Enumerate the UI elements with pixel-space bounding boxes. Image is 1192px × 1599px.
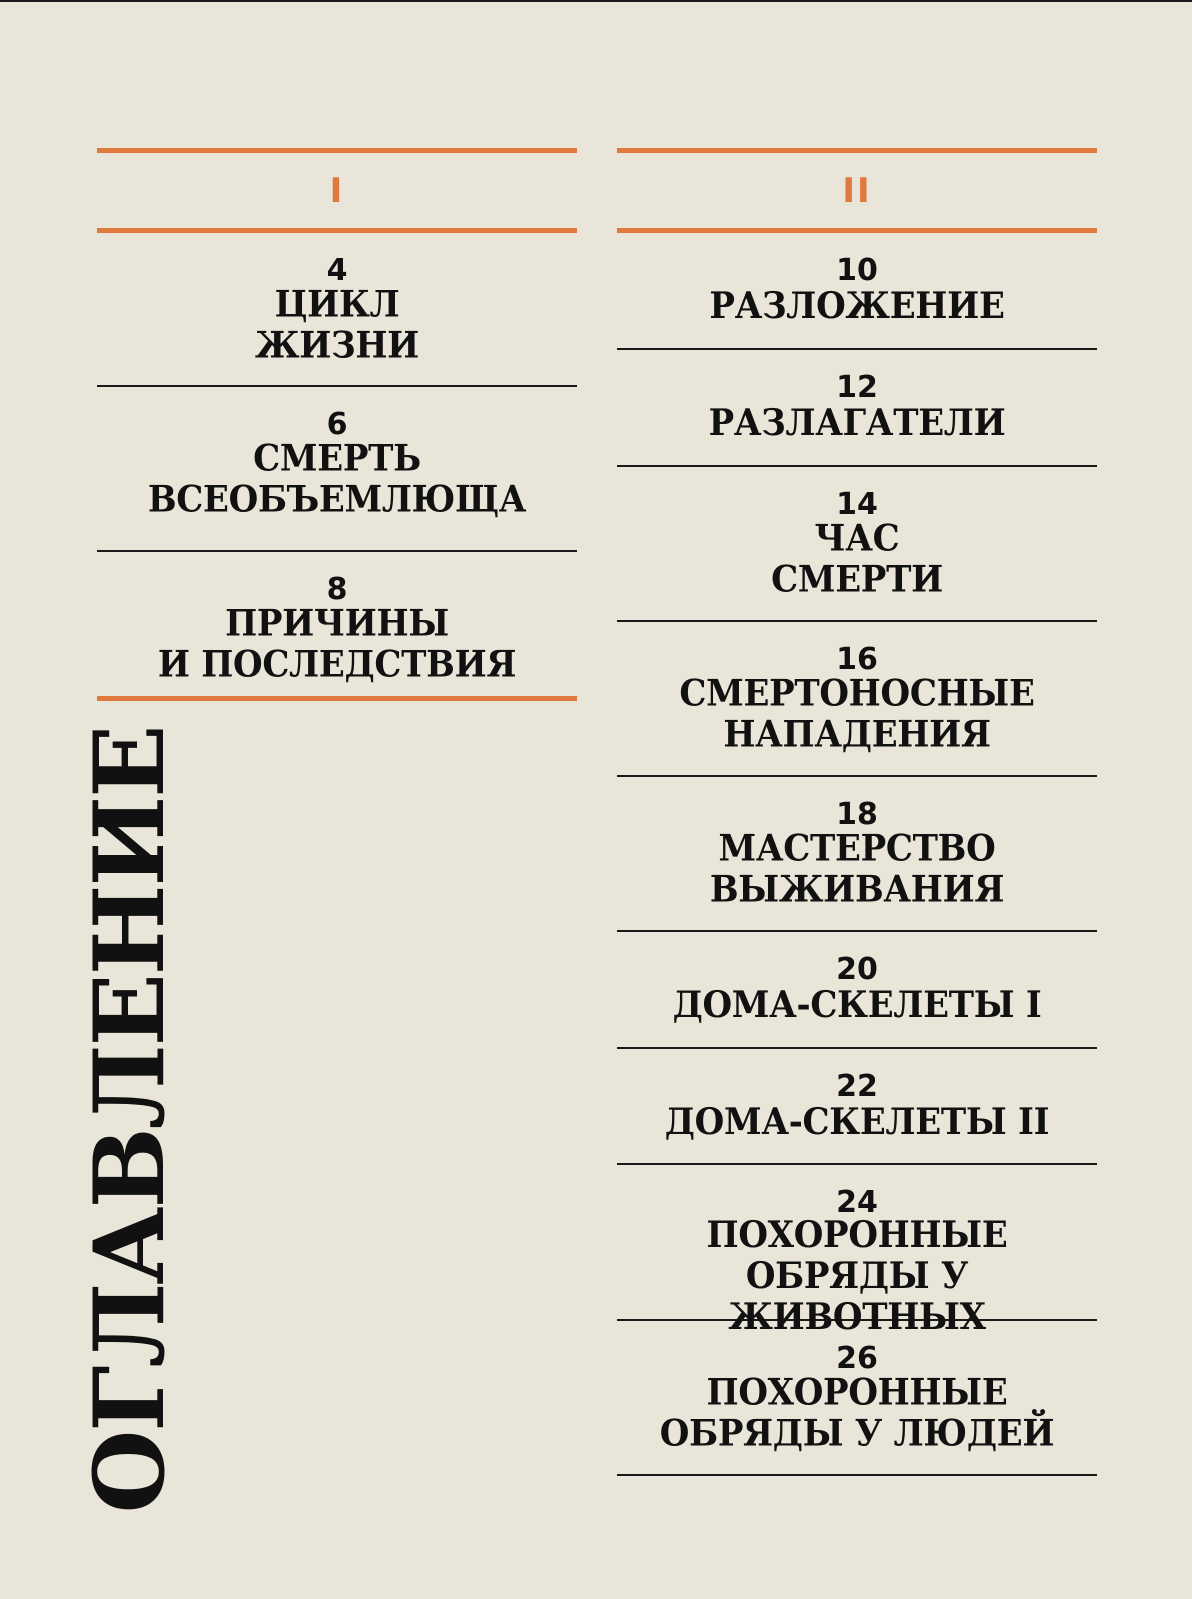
toc-entry[interactable] bbox=[617, 467, 1097, 622]
chapter-title: ДОМА-СКЕЛЕТЫ II bbox=[664, 1100, 1050, 1144]
chapter-title: СМЕРТЬ ВСЕОБЪЕМЛЮЩА bbox=[147, 436, 527, 522]
toc-entry[interactable] bbox=[617, 1165, 1097, 1339]
chapter-title: ЦИКЛ ЖИЗНИ bbox=[254, 282, 419, 368]
page-title: ОГЛАВЛЕНИЕ bbox=[73, 726, 186, 1514]
part-label: I bbox=[329, 170, 345, 211]
toc-list-part-ii bbox=[617, 233, 1097, 1476]
chapter-title: МАСТЕРСТВО ВЫЖИВАНИЯ bbox=[709, 826, 1005, 912]
page-number: 24 bbox=[836, 1185, 878, 1220]
part-i-column bbox=[97, 148, 577, 701]
toc-entry[interactable] bbox=[617, 932, 1097, 1049]
toc-entry[interactable] bbox=[617, 622, 1097, 777]
toc-list-part-i bbox=[97, 233, 577, 701]
toc-entry[interactable] bbox=[617, 350, 1097, 467]
toc-entry[interactable] bbox=[97, 233, 577, 387]
page-number: 6 bbox=[326, 407, 348, 442]
part-label: II bbox=[842, 170, 872, 211]
toc-entry[interactable] bbox=[97, 552, 577, 701]
toc-entry[interactable] bbox=[617, 777, 1097, 932]
page-number: 18 bbox=[836, 797, 878, 832]
chapter-title: ПОХОРОННЫЕ ОБРЯДЫ У ЖИВОТНЫХ bbox=[706, 1213, 1008, 1339]
page-number: 12 bbox=[836, 370, 878, 405]
toc-entry[interactable] bbox=[617, 1321, 1097, 1476]
toc-entry[interactable] bbox=[617, 233, 1097, 350]
chapter-title: РАЗЛОЖЕНИЕ bbox=[709, 284, 1005, 328]
page-number: 26 bbox=[836, 1341, 878, 1376]
chapter-title: ЧАС СМЕРТИ bbox=[771, 516, 943, 602]
chapter-title: СМЕРТОНОСНЫЕ НАПАДЕНИЯ bbox=[679, 671, 1035, 757]
top-border bbox=[0, 0, 1192, 2]
page-number: 4 bbox=[326, 253, 348, 288]
toc-entry[interactable] bbox=[617, 1049, 1097, 1165]
part-ii-column bbox=[617, 148, 1097, 1476]
page-number: 16 bbox=[836, 642, 878, 677]
page-number: 8 bbox=[326, 572, 348, 607]
page-number: 14 bbox=[836, 487, 878, 522]
chapter-title: ПОХОРОННЫЕ ОБРЯДЫ У ЛЮДЕЙ bbox=[659, 1370, 1055, 1456]
page-number: 10 bbox=[836, 253, 878, 288]
chapter-title: РАЗЛАГАТЕЛИ bbox=[708, 401, 1006, 445]
chapter-title: ПРИЧИНЫ И ПОСЛЕДСТВИЯ bbox=[157, 601, 517, 687]
chapter-title: ДОМА-СКЕЛЕТЫ I bbox=[672, 983, 1042, 1027]
page-number: 22 bbox=[836, 1069, 878, 1104]
page-number: 20 bbox=[836, 952, 878, 987]
toc-entry[interactable] bbox=[97, 387, 577, 552]
